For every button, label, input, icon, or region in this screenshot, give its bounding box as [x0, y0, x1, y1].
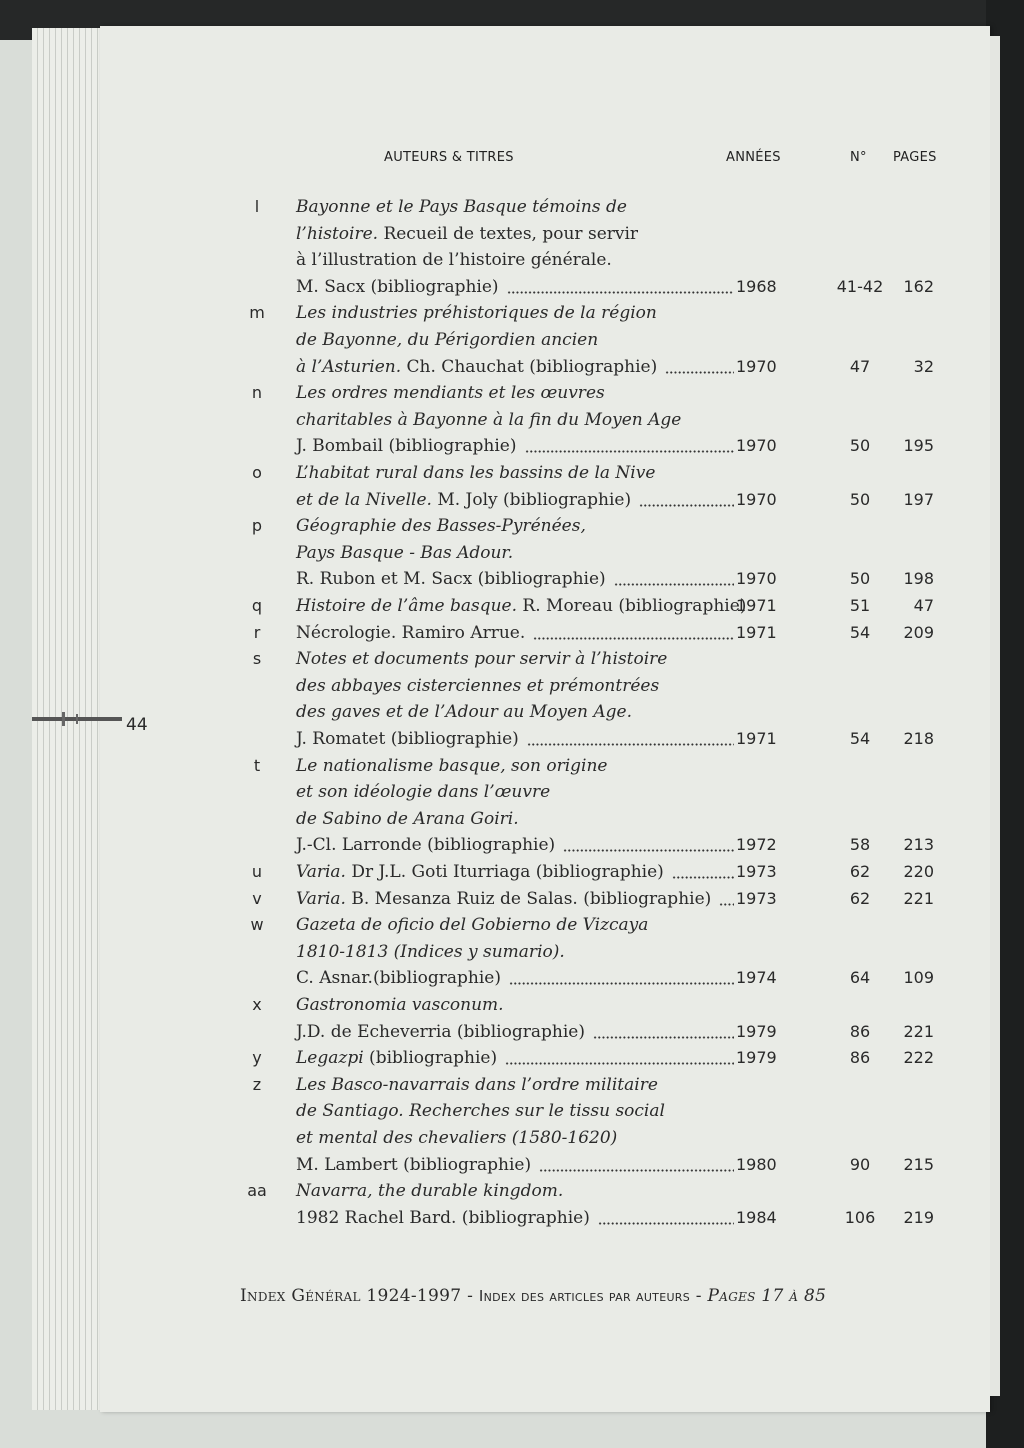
dot-leader: [505, 1062, 734, 1065]
entry-issue-number: 51: [849, 596, 871, 615]
margin-page-number: 44: [126, 715, 148, 735]
entry-text: [296, 1098, 665, 1124]
entry-letter: y: [252, 1048, 262, 1067]
entry-year: 1970: [736, 357, 777, 376]
entry-title: Gazeta de oficio del Gobierno de Vizcaya: [296, 915, 649, 935]
entry-text: [296, 886, 711, 912]
entry-text: [296, 1152, 531, 1178]
entry-letter: aa: [247, 1181, 267, 1200]
entry-text: [296, 593, 746, 619]
index-row: [0, 1019, 1024, 1045]
index-row: [0, 859, 1024, 885]
dot-leader: [598, 1222, 734, 1225]
dot-leader: [527, 743, 734, 746]
index-row: [0, 566, 1024, 592]
entry-page: 215: [903, 1155, 934, 1174]
entry-title: l’histoire.: [296, 224, 379, 244]
entry-year: 1974: [736, 968, 777, 987]
entry-text: [296, 194, 627, 220]
entry-title: Histoire de l’âme basque.: [296, 596, 518, 616]
entry-author: 1982 Rachel Bard. (bibliographie): [296, 1208, 590, 1228]
entry-author: M. Sacx (bibliographie): [296, 277, 499, 297]
index-row: [0, 886, 1024, 912]
entry-title: Le nationalisme basque, son origine: [296, 756, 608, 776]
index-row: [0, 194, 1024, 220]
header-pages: PAGES: [893, 150, 937, 165]
entry-author: J.-Cl. Larronde (bibliographie): [296, 835, 556, 855]
index-row: [0, 1152, 1024, 1178]
entry-issue-number: 106: [844, 1208, 876, 1227]
entry-year: 1971: [736, 623, 777, 642]
entry-page: 109: [903, 968, 934, 987]
index-row: [0, 939, 1024, 965]
entry-letter: w: [250, 915, 264, 934]
dot-leader: [672, 876, 734, 879]
index-row: [0, 992, 1024, 1018]
entry-year: 1973: [736, 862, 777, 881]
entry-text: [296, 806, 519, 832]
index-row: [0, 699, 1024, 725]
entry-year: 1979: [736, 1022, 777, 1041]
entry-text: [296, 699, 632, 725]
index-row: [0, 327, 1024, 353]
entry-title: de Sabino de Arana Goiri.: [296, 809, 519, 829]
entry-letter: n: [251, 383, 263, 402]
entry-issue-number: 58: [849, 835, 871, 854]
entry-issue-number: 54: [849, 729, 871, 748]
index-row: [0, 832, 1024, 858]
entry-author: R. Rubon et M. Sacx (bibliographie): [296, 569, 606, 589]
entry-author: M. Lambert (bibliographie): [296, 1155, 532, 1175]
dot-leader: [719, 903, 734, 906]
entry-title: de Santiago. Recherches sur le tissu social: [296, 1101, 665, 1121]
entry-title: 1810-1813 (Indices y sumario).: [296, 942, 565, 962]
entry-year: 1971: [736, 596, 777, 615]
entry-issue-number: 64: [849, 968, 871, 987]
entry-page: 220: [903, 862, 934, 881]
index-row: [0, 753, 1024, 779]
entry-title: des abbayes cisterciennes et prémontrées: [296, 676, 660, 696]
entry-title: Notes et documents pour servir à l’histoire: [296, 649, 668, 669]
index-row: [0, 460, 1024, 486]
entry-page: 47: [913, 596, 934, 615]
index-row: [0, 1125, 1024, 1151]
index-row: [0, 1178, 1024, 1204]
entry-text: [296, 673, 659, 699]
entry-year: 1971: [736, 729, 777, 748]
entry-text: [296, 487, 631, 513]
entry-letter: q: [251, 596, 263, 615]
entry-author: B. Mesanza Ruiz de Salas. (bibliographie): [345, 889, 712, 909]
footer-pages: Pages 17 à 85: [707, 1286, 827, 1306]
entry-title: de Bayonne, du Périgordien ancien: [296, 330, 599, 350]
entry-text: [296, 327, 598, 353]
entry-title: charitables à Bayonne à la fin du Moyen Age: [296, 410, 682, 430]
index-row: [0, 380, 1024, 406]
entry-letter: v: [252, 889, 262, 908]
entry-text: [296, 1205, 590, 1231]
index-row: [0, 247, 1024, 273]
entry-letter: t: [253, 756, 261, 775]
entry-issue-number: 90: [849, 1155, 871, 1174]
entry-author: C. Asnar.(bibliographie): [296, 968, 502, 988]
entry-text: [296, 274, 499, 300]
page-footer: [240, 1286, 826, 1306]
entry-page: 221: [903, 1022, 934, 1041]
dot-leader: [593, 1036, 734, 1039]
entry-text: [296, 1072, 658, 1098]
entry-page: 213: [903, 835, 934, 854]
entry-page: 195: [903, 436, 934, 455]
entry-text: [296, 726, 519, 752]
entry-title: Legazpi: [296, 1048, 364, 1068]
entry-title: Géographie des Basses-Pyrénées,: [296, 516, 586, 536]
entry-author: Nécrologie. Ramiro Arrue.: [296, 623, 526, 643]
index-row: [0, 673, 1024, 699]
entry-title: des gaves et de l’Adour au Moyen Age.: [296, 702, 633, 722]
entry-page: 221: [903, 889, 934, 908]
entry-page: 222: [903, 1048, 934, 1067]
entry-text: [296, 407, 681, 433]
entry-text: [296, 1178, 563, 1204]
entry-title: Varia.: [296, 862, 346, 882]
entry-author: R. Moreau (bibliographie): [517, 596, 747, 616]
entry-year: 1970: [736, 490, 777, 509]
header-authors-titles: AUTEURS & TITRES: [384, 150, 514, 165]
entry-page: 32: [913, 357, 934, 376]
entry-text: [296, 566, 606, 592]
entry-title: et son idéologie dans l’œuvre: [296, 782, 551, 802]
entry-letter: x: [252, 995, 262, 1014]
entry-letter: u: [251, 862, 263, 881]
entry-page: 219: [903, 1208, 934, 1227]
dot-leader: [525, 450, 734, 453]
entry-year: 1970: [736, 436, 777, 455]
entry-issue-number: 86: [849, 1022, 871, 1041]
index-row: [0, 487, 1024, 513]
entry-year: 1984: [736, 1208, 777, 1227]
entry-page: 162: [903, 277, 934, 296]
entry-title: à l’Asturien.: [296, 357, 402, 377]
header-years: ANNÉES: [726, 150, 781, 165]
entry-text: [296, 779, 550, 805]
index-row: [0, 726, 1024, 752]
entry-text: [296, 912, 648, 938]
entry-author: Dr J.L. Goti Iturriaga (bibliographie): [345, 862, 664, 882]
dot-leader: [539, 1169, 734, 1172]
entry-page: 218: [903, 729, 934, 748]
footer-section: Index des articles par auteurs: [478, 1287, 691, 1305]
index-row: [0, 354, 1024, 380]
entry-title: Varia.: [296, 889, 346, 909]
entry-title: Pays Basque - Bas Adour.: [296, 543, 514, 563]
index-row: [0, 433, 1024, 459]
entry-page: 198: [903, 569, 934, 588]
index-row: [0, 965, 1024, 991]
index-row: [0, 407, 1024, 433]
entry-issue-number: 62: [849, 889, 871, 908]
entry-text: [296, 753, 608, 779]
index-row: [0, 806, 1024, 832]
entry-issue-number: 50: [849, 490, 871, 509]
entry-year: 1973: [736, 889, 777, 908]
entry-text: [296, 859, 664, 885]
index-row: [0, 1045, 1024, 1071]
index-row: [0, 300, 1024, 326]
entry-author: J.D. de Echeverria (bibliographie): [296, 1022, 585, 1042]
dot-leader: [509, 982, 734, 985]
index-row: [0, 593, 1024, 619]
entry-page: 209: [903, 623, 934, 642]
entry-text: [296, 1019, 585, 1045]
entry-title: Navarra, the durable kingdom.: [296, 1181, 564, 1201]
dot-leader: [665, 371, 734, 374]
footer-separator: -: [461, 1286, 479, 1306]
entry-text: [296, 832, 555, 858]
index-row: [0, 1098, 1024, 1124]
entry-text: [296, 620, 525, 646]
entry-letter: r: [253, 623, 261, 642]
entry-title: Les industries préhistoriques de la région: [296, 303, 657, 323]
entry-title: Les Basco-navarrais dans l’ordre militaire: [296, 1075, 658, 1095]
dot-leader: [614, 583, 734, 586]
entry-letter: p: [251, 516, 263, 535]
entry-letter: s: [252, 649, 262, 668]
entry-text: [296, 433, 517, 459]
index-row: [0, 779, 1024, 805]
entry-title: L’habitat rural dans les bassins de la Nive: [296, 463, 656, 483]
entry-author: à l’illustration de l’histoire générale.: [296, 250, 612, 270]
entry-text: [296, 354, 657, 380]
index-row: [0, 1072, 1024, 1098]
entry-issue-number: 41-42: [836, 277, 884, 296]
entry-text: [296, 965, 501, 991]
entry-text: [296, 460, 655, 486]
index-row: [0, 221, 1024, 247]
entry-author: J. Romatet (bibliographie): [296, 729, 519, 749]
entry-year: 1968: [736, 277, 777, 296]
entry-text: [296, 300, 657, 326]
dot-leader: [533, 637, 734, 640]
entry-author: (bibliographie): [363, 1048, 498, 1068]
entry-letter: o: [252, 463, 262, 482]
index-row: [0, 540, 1024, 566]
entry-issue-number: 50: [849, 569, 871, 588]
entry-title: et mental des chevaliers (1580-1620): [296, 1128, 618, 1148]
entry-issue-number: 54: [849, 623, 871, 642]
entry-text: [296, 939, 565, 965]
entry-page: 197: [903, 490, 934, 509]
entry-issue-number: 86: [849, 1048, 871, 1067]
entry-text: [296, 380, 605, 406]
entry-title: Gastronomia vasconum.: [296, 995, 504, 1015]
entry-year: 1972: [736, 835, 777, 854]
footer-title: Index Général 1924-1997: [240, 1286, 462, 1306]
entry-letter: z: [252, 1075, 262, 1094]
entry-letter: l: [254, 197, 260, 216]
footer-separator: -: [690, 1286, 708, 1306]
dot-leader: [507, 291, 734, 294]
index-row: [0, 1205, 1024, 1231]
entry-year: 1980: [736, 1155, 777, 1174]
entry-author: Recueil de textes, pour servir: [378, 224, 639, 244]
entry-text: [296, 540, 513, 566]
entry-title: et de la Nivelle.: [296, 490, 432, 510]
entry-text: [296, 247, 612, 273]
entry-year: 1970: [736, 569, 777, 588]
entry-author: Ch. Chauchat (bibliographie): [401, 357, 658, 377]
header-number: N°: [850, 150, 867, 165]
entry-title: Les ordres mendiants et les œuvres: [296, 383, 605, 403]
entry-title: Bayonne et le Pays Basque témoins de: [296, 197, 627, 217]
entry-author: J. Bombail (bibliographie): [296, 436, 517, 456]
entry-issue-number: 47: [849, 357, 871, 376]
entry-letter: m: [249, 303, 265, 322]
entry-year: 1979: [736, 1048, 777, 1067]
entry-issue-number: 62: [849, 862, 871, 881]
entry-text: [296, 1125, 617, 1151]
entry-text: [296, 513, 586, 539]
index-row: [0, 646, 1024, 672]
entry-text: [296, 1045, 497, 1071]
entry-text: [296, 221, 638, 247]
entry-text: [296, 992, 504, 1018]
entry-issue-number: 50: [849, 436, 871, 455]
dot-leader: [639, 504, 734, 507]
index-row: [0, 274, 1024, 300]
entry-text: [296, 646, 667, 672]
entry-author: M. Joly (bibliographie): [431, 490, 632, 510]
index-row: [0, 912, 1024, 938]
dot-leader: [563, 849, 734, 852]
index-row: [0, 620, 1024, 646]
index-row: [0, 513, 1024, 539]
